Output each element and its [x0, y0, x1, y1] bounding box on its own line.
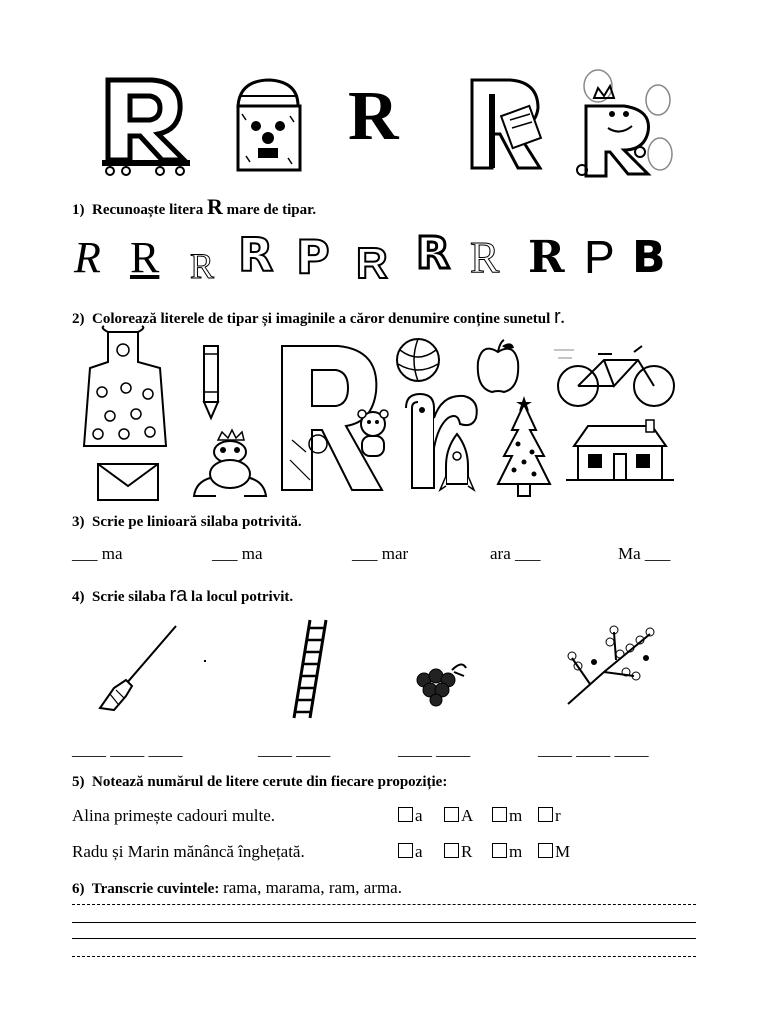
q1-letter-1[interactable]: R [74, 233, 101, 282]
checkbox[interactable] [492, 843, 507, 858]
q6-words: rama, marama, ram, arma. [223, 878, 402, 897]
q1-letter-7[interactable]: R [416, 228, 450, 279]
q3-blank-4[interactable]: ara ___ [490, 544, 541, 563]
q6-label: Transcrie cuvintele: [91, 881, 220, 897]
header-letter-r-bold: R [348, 78, 399, 155]
q6-prompt [72, 878, 402, 898]
q2-number: 2) [72, 311, 85, 327]
writing-line-dashed-1[interactable] [72, 904, 696, 905]
q1-number: 1) [72, 202, 85, 218]
q5-number: 5) [72, 774, 85, 790]
header-letter-r-cap-face [232, 76, 304, 174]
q1-letter-3[interactable]: R [190, 246, 215, 286]
q5-text: Notează numărul de litere cerute din fiecare propoziție: [92, 774, 448, 790]
q5-prompt [72, 774, 447, 791]
q1-text-after: mare de tipar. [226, 202, 317, 218]
q1-letter-9[interactable]: R [528, 232, 565, 283]
blackberry-image[interactable] [410, 656, 470, 706]
q4-syllable: ra [169, 584, 188, 606]
q2-end: . [560, 311, 565, 327]
apron-image[interactable] [78, 328, 170, 452]
q3-number: 3) [72, 514, 85, 530]
q1-letter-5[interactable]: P [296, 230, 330, 284]
q5-row2-option-4[interactable]: M [538, 842, 570, 862]
checkbox[interactable] [538, 807, 553, 822]
q1-text-before: Recunoaște litera [92, 202, 204, 218]
bicycle-image[interactable] [554, 338, 678, 410]
q5-row1-option-3[interactable]: m [492, 806, 522, 826]
checkbox[interactable] [398, 807, 413, 822]
q1-letter-2[interactable]: R [130, 233, 160, 282]
q3-blank-5[interactable]: Ma ___ [618, 544, 671, 563]
q5-sentence-2: Radu și Marin mănâncă înghețată. [72, 842, 305, 861]
q4-dot-mark [204, 660, 206, 662]
q5-row1-option-2[interactable]: A [444, 806, 473, 826]
q5-row2-option-3[interactable]: m [492, 842, 522, 862]
q3-text: Scrie pe linioară silaba potrivită. [92, 514, 302, 530]
frog-crown-image[interactable] [192, 430, 268, 500]
checkbox[interactable] [398, 843, 413, 858]
q4-line-1[interactable]: ____ ____ ____ [72, 740, 183, 759]
q6-number: 6) [72, 881, 85, 897]
checkbox[interactable] [444, 843, 459, 858]
ball-image[interactable] [394, 336, 442, 384]
teddy-bear-image[interactable] [350, 408, 396, 460]
q5-row1-option-1[interactable]: a [398, 806, 423, 826]
broom-image[interactable] [96, 624, 180, 712]
q2-text: Colorează literele de tipar și imaginile a căror denumire conține sunetul [92, 311, 551, 327]
rocket-image[interactable] [440, 432, 474, 496]
christmas-tree-image[interactable] [494, 396, 554, 500]
q4-line-2[interactable]: ____ ____ [258, 740, 331, 759]
writing-line-dashed-2[interactable] [72, 956, 696, 957]
q5-sentence-1: Alina primește cadouri multe. [72, 806, 275, 825]
q1-letter-4[interactable]: R [238, 228, 274, 282]
q2-sound: r [554, 306, 561, 328]
q4-text-before: Scrie silaba [92, 589, 166, 605]
q1-letter-8[interactable]: R [470, 233, 500, 282]
q1-prompt [72, 194, 316, 220]
q1-letter-6[interactable]: R [356, 239, 388, 288]
q4-number: 4) [72, 589, 85, 605]
envelope-image[interactable] [96, 462, 160, 502]
q4-prompt [72, 584, 293, 607]
header-letter-r-crown-balloons [568, 70, 678, 185]
house-image[interactable] [566, 420, 674, 486]
q1-letter: R [206, 194, 223, 219]
q4-line-4[interactable]: ____ ____ ____ [538, 740, 649, 759]
pencil-image[interactable] [196, 342, 226, 422]
q5-row2-option-1[interactable]: a [398, 842, 423, 862]
q3-prompt [72, 514, 302, 531]
writing-line-solid-1[interactable] [72, 922, 696, 923]
q3-blank-2[interactable]: ___ ma [212, 544, 263, 563]
q1-letter-11[interactable]: B [632, 232, 666, 283]
ladder-image[interactable] [290, 618, 330, 720]
q4-text-after: la locul potrivit. [191, 589, 294, 605]
header-letter-r-holding-sign [466, 76, 546, 176]
q2-prompt [72, 306, 564, 329]
writing-line-solid-2[interactable] [72, 938, 696, 939]
q3-blank-1[interactable]: ___ ma [72, 544, 123, 563]
checkbox[interactable] [492, 807, 507, 822]
checkbox[interactable] [444, 807, 459, 822]
checkbox[interactable] [538, 843, 553, 858]
q3-blank-3[interactable]: ___ mar [352, 544, 409, 563]
blossom-branch-image[interactable] [554, 618, 664, 710]
q1-letter-10[interactable]: P [584, 231, 615, 283]
q4-line-3[interactable]: ____ ____ [398, 740, 471, 759]
q5-row1-option-4[interactable]: r [538, 806, 561, 826]
header-letter-r-skates [100, 76, 195, 176]
q5-row2-option-2[interactable]: R [444, 842, 472, 862]
